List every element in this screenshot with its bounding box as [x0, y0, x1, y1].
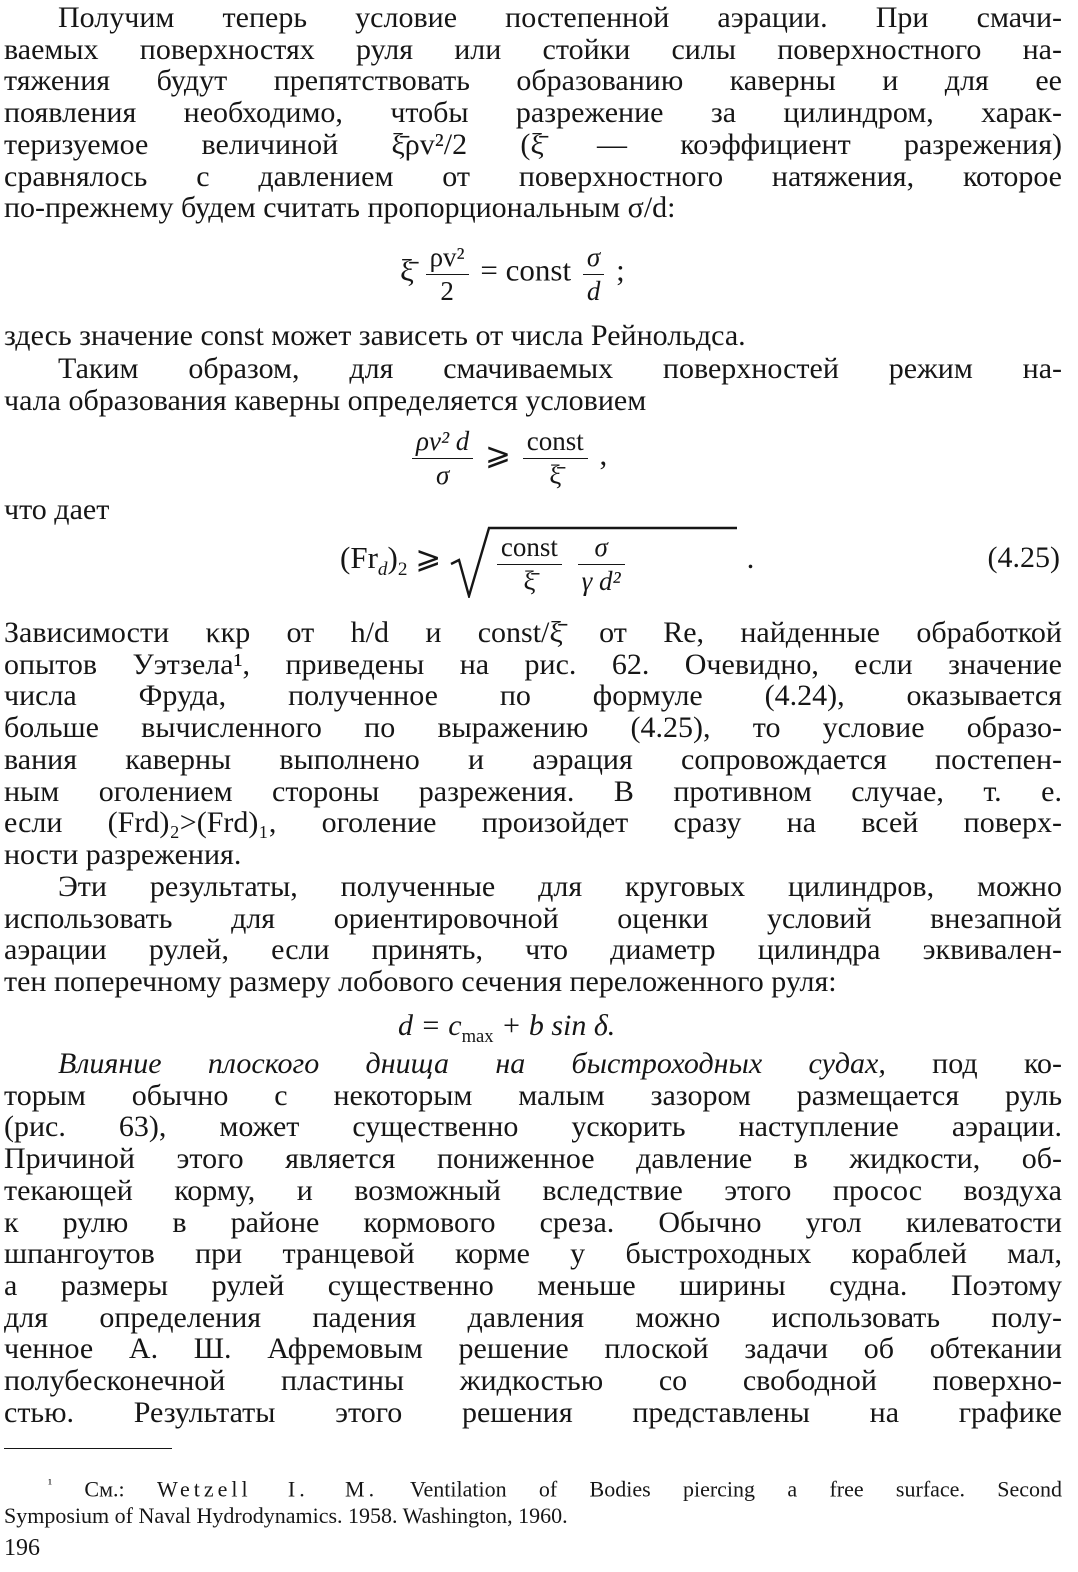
- formula-text: d = c: [398, 1009, 462, 1042]
- formula-subscript: max: [461, 1026, 494, 1047]
- text-run: под ко-: [885, 1047, 1062, 1080]
- fraction-numerator: σ: [578, 530, 625, 565]
- text-line: полубесконечной пластины жидкостью со свободной поверхно-: [4, 1364, 1062, 1398]
- paragraph-4: [4, 494, 1062, 526]
- formula-equals: = const: [480, 252, 572, 288]
- formula-end: ,: [599, 436, 608, 472]
- text-line: Эти результаты, полученные для круговых цилиндров, можно: [58, 870, 1062, 903]
- fraction-numerator: const: [497, 530, 562, 565]
- formula-diameter: [398, 1009, 615, 1048]
- text-line: шпангоутов при транцевой корме у быстроходных кораблей мал,: [4, 1237, 1062, 1271]
- square-root: [449, 524, 739, 598]
- formula-lhs-text: (Fr: [340, 540, 378, 576]
- text-line: если (Frd)₂>(Frd)₁, оголение произойдет сразу на всей поверх-: [4, 806, 1062, 840]
- text-line: Получим теперь условие постепенной аэрации. При смачи-: [58, 1, 1062, 34]
- text-line: чала образования каверны определяется условием: [4, 383, 647, 417]
- text-line: ченное А. Ш. Афремовым решение плоской задачи об обтекании: [4, 1332, 1062, 1366]
- text-line: опытов Уэтзела¹, приведены на рис. 62. Очевидно, если значение: [4, 647, 1062, 681]
- text-line: [4, 1048, 1062, 1080]
- fraction-denominator: ξ̄: [549, 460, 562, 490]
- formula-relation: ⩾: [415, 540, 442, 576]
- formula-lhs-close: ): [387, 540, 398, 576]
- formula-text: + b sin δ.: [493, 1009, 616, 1042]
- page-number: 196: [4, 1535, 40, 1561]
- text-line: Зависимости κкр от h/d и const/ξ̄ от Re, найденные обработкой: [4, 616, 1062, 649]
- text-line: Причиной этого является пониженное давление в жидкости, об-: [4, 1142, 1062, 1176]
- text-line: торым обычно с некоторым малым зазором размещается руль: [4, 1078, 1062, 1112]
- text-line: теризуемое величиной ξ̄ρv²/2 (ξ̄ — коэффициент разрежения): [4, 127, 1062, 161]
- text-line: больше вычисленного по выражению (4.25), то условие образо-: [4, 711, 1062, 745]
- text-line: Таким образом, для смачиваемых поверхностей режим на-: [58, 352, 1062, 385]
- fraction: [578, 530, 625, 597]
- paragraph-1: [4, 2, 1062, 224]
- formula-subscript: d: [377, 559, 388, 581]
- text-line: ности разрежения.: [4, 837, 242, 871]
- text-line: текающей корму, и возможный вследствие этого просос воздуха: [4, 1173, 1062, 1207]
- text-line: что дает: [4, 493, 110, 526]
- text-line: здесь значение const может зависеть от числа Рейнольдса.: [4, 319, 746, 352]
- formula-lhs: [340, 540, 408, 581]
- paragraph-6: [4, 871, 1062, 998]
- fraction-denominator: 2: [440, 276, 454, 306]
- fraction: [497, 530, 562, 597]
- fraction: [426, 240, 469, 307]
- paragraph-3: [4, 353, 1062, 416]
- fraction-numerator: ρv²: [426, 240, 469, 275]
- formula-end: ;: [616, 252, 625, 288]
- fraction-denominator: γ d²: [581, 566, 621, 596]
- text-line: аэрации рулей, если принять, что диаметр цилиндра эквивален-: [4, 933, 1062, 967]
- formula-4-25: [340, 524, 754, 598]
- formula-end: .: [746, 540, 755, 576]
- fraction: [523, 424, 588, 491]
- fraction-numerator: const: [523, 424, 588, 459]
- fraction-numerator: σ: [583, 240, 605, 275]
- text-line: а размеры рулей существенно меньше ширины судна. Поэтому: [4, 1268, 1062, 1302]
- fraction-denominator: σ: [435, 460, 450, 490]
- footnote: [4, 1470, 1062, 1529]
- fraction-denominator: d: [586, 276, 601, 306]
- text-line: ным оголением стороны разрежения. В противном случае, т. е.: [4, 774, 1062, 808]
- text-line: по-прежнему будем считать пропорциональным σ/d:: [4, 191, 676, 225]
- text-line: использовать для ориентировочной оценки условий внезапной: [4, 901, 1062, 935]
- footnote-text: Ventilation of Bodies piercing a free surface. Second: [410, 1476, 1063, 1502]
- radicand: [493, 530, 629, 597]
- footnote-prefix: См.:: [84, 1476, 125, 1502]
- formula-pressure-balance: [400, 240, 625, 307]
- italic-lead: Влияние плоского днища на быстроходных судах,: [58, 1047, 886, 1080]
- formula-symbol: ξ̄: [400, 252, 414, 288]
- footnote-line: Symposium of Naval Hydrodynamics. 1958. Washington, 1960.: [4, 1503, 568, 1529]
- text-line: к рулю в районе кормового среза. Обычно угол килеватости: [4, 1205, 1062, 1239]
- paragraph-5: [4, 617, 1062, 871]
- equation-number: (4.25): [987, 541, 1060, 574]
- formula-condition: [408, 424, 607, 491]
- text-line: для определения падения давления можно использовать полу-: [4, 1300, 1062, 1334]
- paragraph-2: [4, 320, 1062, 352]
- fraction: [412, 424, 473, 491]
- text-line: появления необходимо, чтобы разрежение за цилиндром, харак-: [4, 96, 1062, 130]
- formula-subscript: 2: [397, 559, 408, 581]
- text-line: (рис. 63), может существенно ускорить наступление аэрации.: [4, 1110, 1062, 1144]
- text-line: тяжения будут препятствовать образованию каверны и для ее: [4, 64, 1062, 98]
- footnote-rule: [4, 1448, 172, 1449]
- text-line: стью. Результаты этого решения представлены на графике: [4, 1395, 1062, 1429]
- text-line: вания каверны выполнено и аэрация сопровождается постепен-: [4, 742, 1062, 776]
- fraction-denominator: ξ̄: [523, 566, 536, 596]
- text-line: ваемых поверхностях руля или стойки силы поверхностного на-: [4, 32, 1062, 66]
- text-line: числа Фруда, полученное по формуле (4.24), оказывается: [4, 679, 1062, 713]
- footnote-line: [4, 1470, 1062, 1502]
- footnote-author: Wetzell I. M.: [156, 1476, 379, 1502]
- fraction-numerator: ρv² d: [412, 424, 473, 459]
- formula-relation: ⩾: [485, 436, 512, 472]
- paragraph-7: [4, 1048, 1062, 1428]
- text-line: тен поперечному размеру лобового сечения переложенного руля:: [4, 965, 837, 999]
- footnote-marker: ¹: [48, 1476, 53, 1491]
- fraction: [583, 240, 605, 307]
- text-line: сравнялось с давлением от поверхностного натяжения, которое: [4, 159, 1062, 193]
